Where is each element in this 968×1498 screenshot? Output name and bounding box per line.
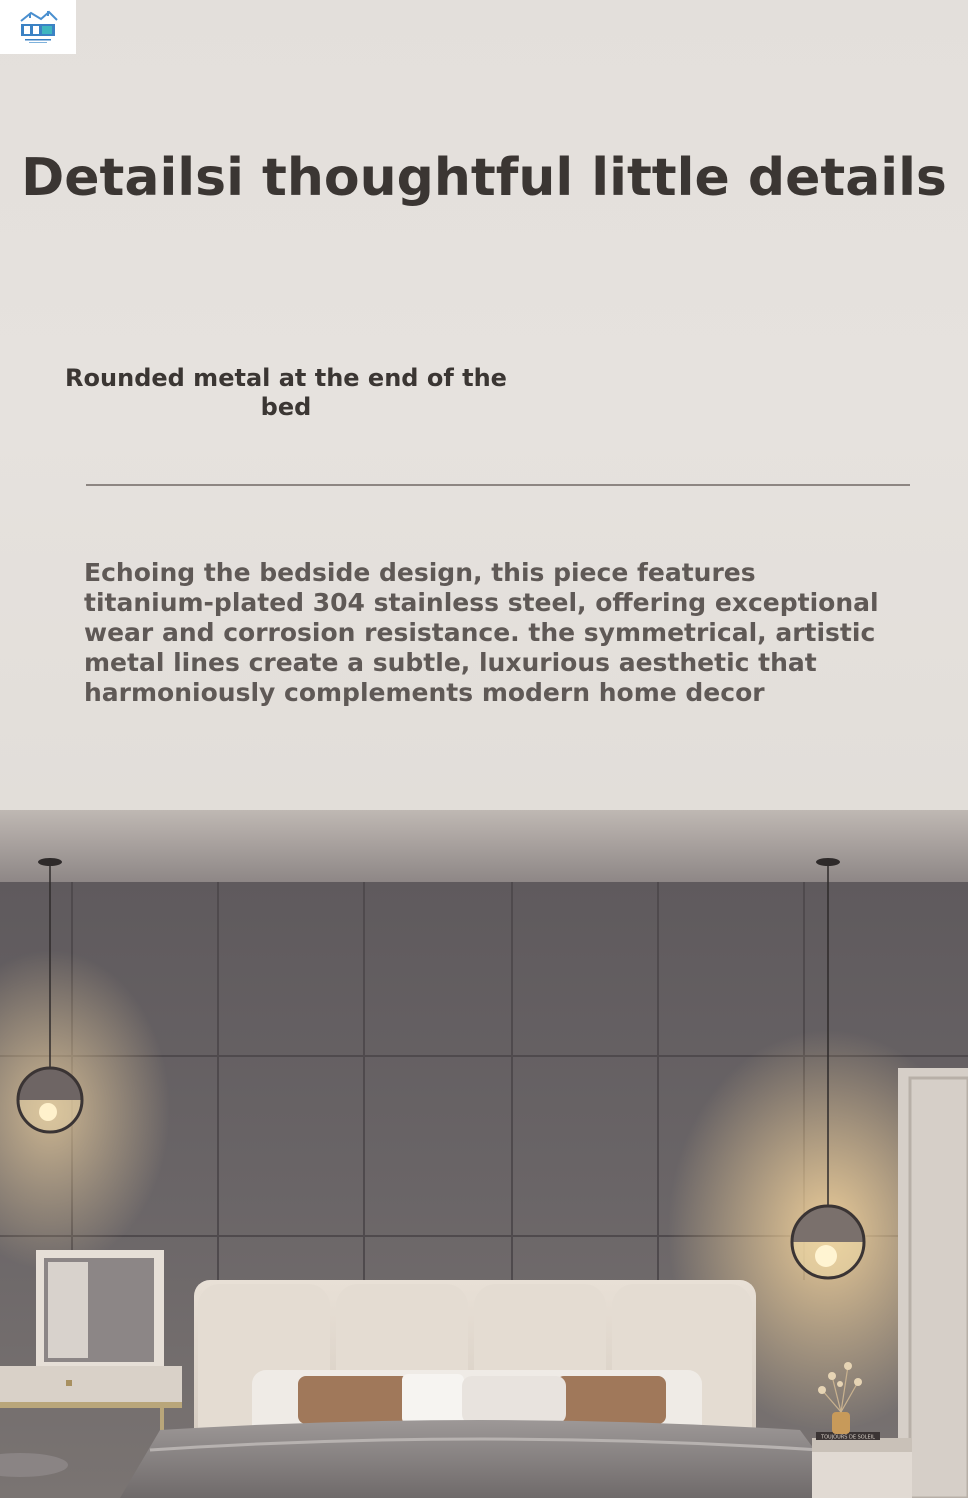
page-headline: Detailsi thoughtful little details [21, 148, 947, 208]
duvet [120, 1420, 850, 1498]
bedroom-illustration [0, 810, 968, 1498]
nightstand [812, 1438, 912, 1498]
ceiling [0, 810, 968, 882]
house-logo-icon [7, 7, 69, 47]
feature-description: Echoing the bedside design, this piece features titanium-plated 304 stainless steel, offering exceptional wear and corrosion resistance. the symmetrical, artistic metal lines create a subtle, luxurious aesthetic that harmoniously complements modern home decor [84, 558, 879, 707]
book-spine-text: TOUJOURS DE SOLEIL [821, 1434, 875, 1441]
bedroom-scene-image [0, 810, 968, 1498]
feature-title: Rounded metal at the end of the bed [65, 364, 507, 421]
brand-logo[interactable] [0, 0, 76, 54]
section-divider [86, 484, 910, 486]
vanity-mirror [36, 1250, 164, 1370]
